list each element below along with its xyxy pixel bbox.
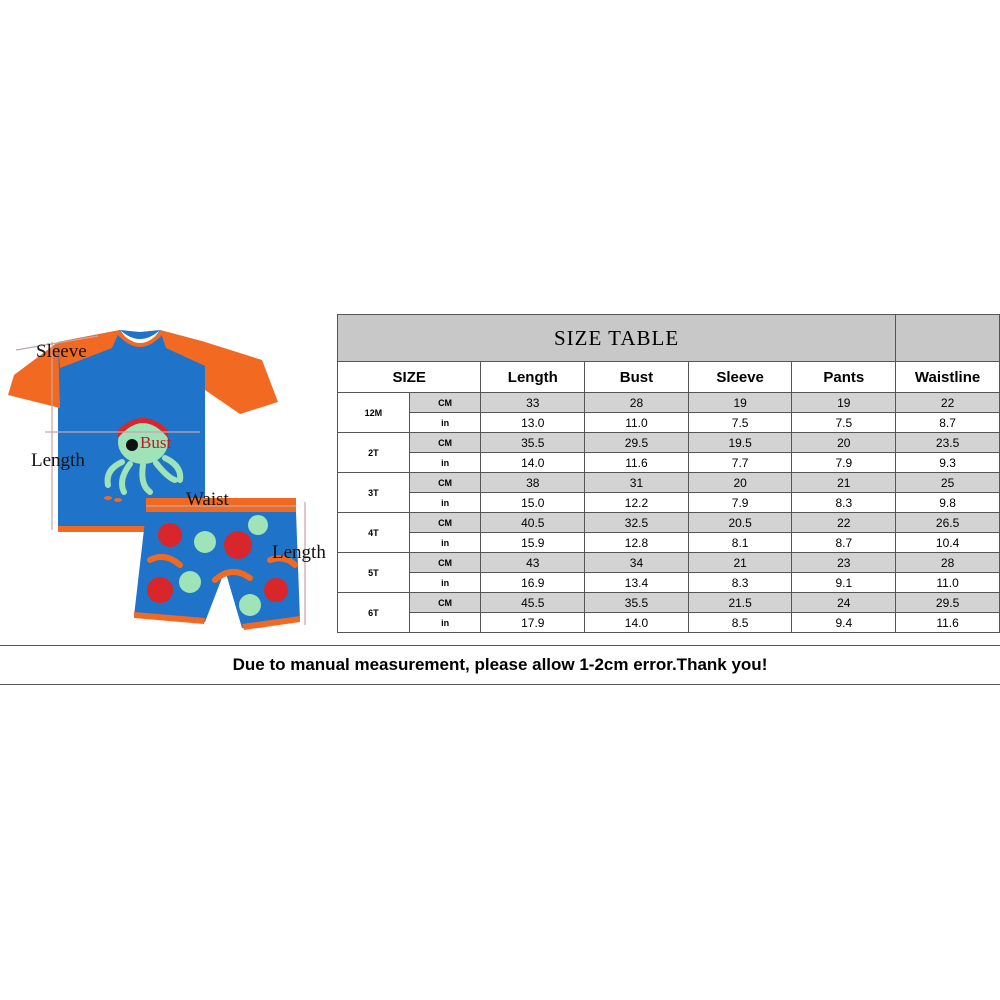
size-label: 6T [338,593,410,633]
measurement-cell: 9.3 [896,453,1000,473]
label-pants-length: Length [272,542,326,563]
measurement-cell: 31 [585,473,689,493]
header-size: SIZE [338,362,481,393]
size-label: 5T [338,553,410,593]
measurement-cell: 25 [896,473,1000,493]
measurement-cell: 11.0 [585,413,689,433]
size-row [338,533,1000,553]
measurement-cell: 20.5 [688,513,792,533]
measurement-cell: 22 [896,393,1000,413]
measurement-cell: 34 [585,553,689,573]
swimsuit-illustration [0,320,336,640]
measurement-cell: 20 [688,473,792,493]
unit-label: in [409,573,481,593]
size-table-title: SIZE TABLE [338,315,896,362]
measurement-cell: 8.7 [896,413,1000,433]
size-table [337,314,1000,633]
measurement-notice: Due to manual measurement, please allow 1-2cm error.Thank you! [0,645,1000,685]
measurement-cell: 29.5 [585,433,689,453]
measurement-cell: 23.5 [896,433,1000,453]
measurement-cell: 14.0 [585,613,689,633]
measurement-cell: 8.7 [792,533,896,553]
size-label: 4T [338,513,410,553]
size-label: 12M [338,393,410,433]
measurement-cell: 13.0 [481,413,585,433]
measurement-cell: 9.1 [792,573,896,593]
header-waistline: Waistline [896,362,1000,393]
size-row [338,553,1000,573]
measurement-cell: 22 [792,513,896,533]
measurement-cell: 9.4 [792,613,896,633]
measurement-cell: 11.6 [896,613,1000,633]
measurement-cell: 17.9 [481,613,585,633]
measurement-cell: 7.9 [688,493,792,513]
unit-label: in [409,533,481,553]
measurement-cell: 7.7 [688,453,792,473]
measurement-cell: 11.6 [585,453,689,473]
unit-label: CM [409,593,481,613]
measurement-cell: 29.5 [896,593,1000,613]
measurement-cell: 21 [792,473,896,493]
measurement-cell: 24 [792,593,896,613]
measurement-cell: 9.8 [896,493,1000,513]
measurement-cell: 45.5 [481,593,585,613]
measurement-cell: 14.0 [481,453,585,473]
measurement-cell: 28 [585,393,689,413]
size-row [338,593,1000,613]
unit-label: in [409,613,481,633]
measurement-cell: 8.3 [792,493,896,513]
measurement-cell: 12.2 [585,493,689,513]
measurement-cell: 33 [481,393,585,413]
size-label: 3T [338,473,410,513]
unit-label: in [409,413,481,433]
measurement-cell: 8.5 [688,613,792,633]
label-bust: Bust [140,433,172,452]
size-row [338,493,1000,513]
measurement-cell: 7.5 [792,413,896,433]
measurement-cell: 15.9 [481,533,585,553]
measurement-cell: 19.5 [688,433,792,453]
measurement-cell: 23 [792,553,896,573]
size-row [338,573,1000,593]
measurement-cell: 35.5 [481,433,585,453]
title-spacer-cell [896,315,1000,362]
measurement-cell: 19 [688,393,792,413]
size-row [338,393,1000,413]
size-row [338,433,1000,453]
measurement-cell: 28 [896,553,1000,573]
unit-label: in [409,453,481,473]
header-length: Length [481,362,585,393]
measurement-cell: 21.5 [688,593,792,613]
label-waist: Waist [186,489,229,510]
unit-label: CM [409,473,481,493]
label-sleeve: Sleeve [36,341,87,362]
header-sleeve: Sleeve [688,362,792,393]
measurement-cell: 7.5 [688,413,792,433]
size-row [338,513,1000,533]
measurement-cell: 12.8 [585,533,689,553]
measurement-cell: 38 [481,473,585,493]
size-row [338,473,1000,493]
size-row [338,413,1000,433]
unit-label: CM [409,553,481,573]
measurement-cell: 8.1 [688,533,792,553]
header-pants: Pants [792,362,896,393]
size-row [338,453,1000,473]
measurement-cell: 13.4 [585,573,689,593]
unit-label: CM [409,433,481,453]
measurement-cell: 21 [688,553,792,573]
measurement-cell: 11.0 [896,573,1000,593]
measurement-cell: 32.5 [585,513,689,533]
size-row [338,613,1000,633]
header-bust: Bust [585,362,689,393]
measurement-cell: 10.4 [896,533,1000,553]
unit-label: CM [409,393,481,413]
measurement-cell: 35.5 [585,593,689,613]
measurement-cell: 40.5 [481,513,585,533]
measurement-cell: 15.0 [481,493,585,513]
measurement-cell: 43 [481,553,585,573]
measurement-cell: 8.3 [688,573,792,593]
unit-label: in [409,493,481,513]
measurement-cell: 16.9 [481,573,585,593]
measurement-cell: 19 [792,393,896,413]
unit-label: CM [409,513,481,533]
size-label: 2T [338,433,410,473]
label-shirt-length: Length [31,450,85,471]
measurement-cell: 7.9 [792,453,896,473]
swim-shorts [134,498,300,630]
measurement-cell: 26.5 [896,513,1000,533]
measurement-cell: 20 [792,433,896,453]
